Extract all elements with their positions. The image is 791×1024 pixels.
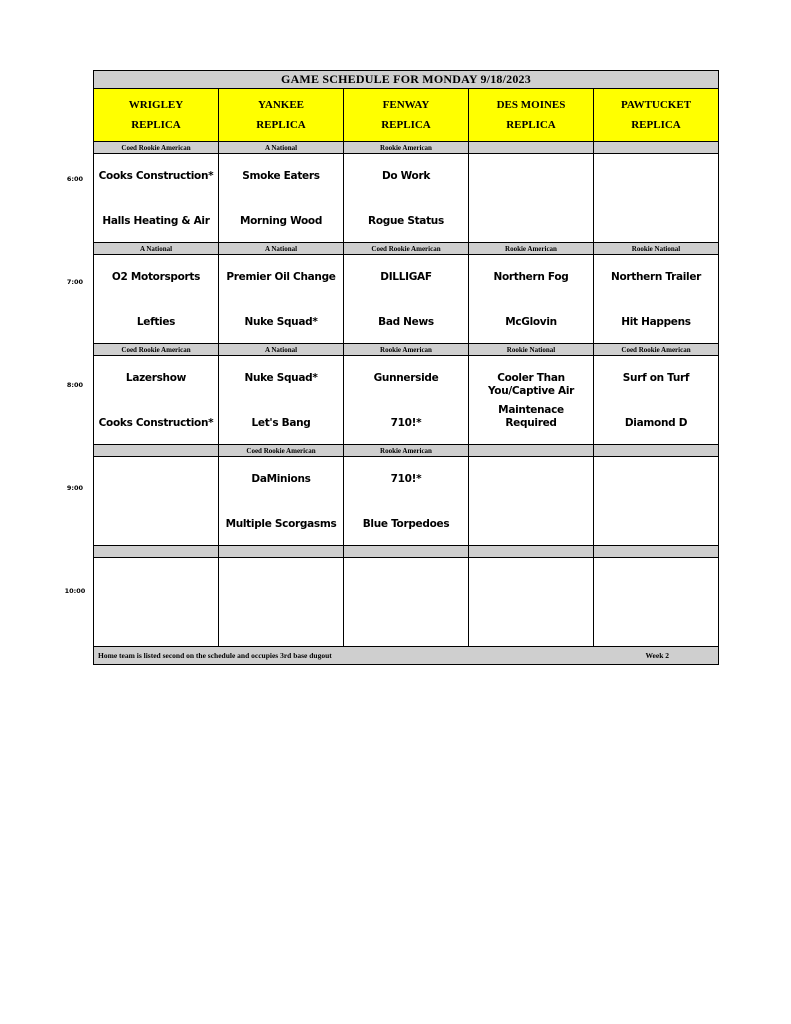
division-label: Coed Rookie American <box>94 344 219 356</box>
division-row <box>94 344 719 356</box>
game-cell <box>219 558 344 647</box>
game-cell <box>94 356 219 445</box>
home-team: 710!* <box>390 417 422 429</box>
division-row <box>94 445 719 457</box>
away-team: Cooler Than You/Captive Air <box>487 372 575 397</box>
footer-row <box>94 647 719 665</box>
division-label: Coed Rookie American <box>219 445 344 457</box>
field-name: PAWTUCKET <box>620 99 692 111</box>
division-label <box>219 546 344 558</box>
game-cell <box>594 255 719 344</box>
division-label: Rookie National <box>594 243 719 255</box>
game-cell <box>594 457 719 546</box>
home-team: Let's Bang <box>251 417 311 429</box>
field-name: YANKEE <box>257 99 305 111</box>
away-team: DaMinions <box>251 473 311 485</box>
field-wrigley <box>94 89 219 142</box>
game-cell <box>344 154 469 243</box>
away-team: Cooks Construction* <box>98 170 214 182</box>
home-team: Hit Happens <box>621 316 691 328</box>
division-label: Rookie American <box>344 142 469 154</box>
game-cell <box>94 255 219 344</box>
home-team: Blue Torpedoes <box>362 518 450 530</box>
week-label: Week 2 <box>645 651 669 660</box>
home-team: Lefties <box>136 316 176 328</box>
division-label: A National <box>219 243 344 255</box>
division-label <box>469 445 594 457</box>
game-cell <box>469 255 594 344</box>
game-row <box>94 154 719 243</box>
home-team: Maintenace Required <box>498 404 564 429</box>
game-cell <box>469 558 594 647</box>
field-sub: REPLICA <box>131 119 181 131</box>
home-team: Nuke Squad* <box>244 316 318 328</box>
home-team: Cooks Construction* <box>98 417 214 429</box>
footer-cell <box>94 647 719 665</box>
away-team: 710!* <box>390 473 422 485</box>
game-cell <box>344 457 469 546</box>
game-cell <box>469 457 594 546</box>
home-team: Halls Heating & Air <box>102 215 210 227</box>
schedule-table <box>93 70 719 665</box>
division-label <box>94 445 219 457</box>
game-cell <box>344 558 469 647</box>
game-cell <box>94 558 219 647</box>
away-team: DILLIGAF <box>380 271 432 283</box>
game-row <box>94 558 719 647</box>
division-label: Rookie American <box>344 445 469 457</box>
game-cell <box>594 154 719 243</box>
away-team: O2 Motorsports <box>111 271 201 283</box>
division-label <box>94 546 219 558</box>
field-sub: REPLICA <box>506 119 556 131</box>
schedule-title: GAME SCHEDULE FOR MONDAY 9/18/2023 <box>94 71 719 89</box>
division-label <box>594 546 719 558</box>
division-label: Coed Rookie American <box>594 344 719 356</box>
game-cell <box>344 356 469 445</box>
away-team: Smoke Eaters <box>242 170 320 182</box>
division-label <box>344 546 469 558</box>
home-team: Rogue Status <box>368 215 444 227</box>
division-row <box>94 142 719 154</box>
home-team: Diamond D <box>624 417 688 429</box>
field-name: DES MOINES <box>496 99 566 111</box>
game-cell <box>469 356 594 445</box>
away-team: Do Work <box>381 170 431 182</box>
division-label: Coed Rookie American <box>94 142 219 154</box>
division-label: A National <box>219 344 344 356</box>
away-team: Northern Fog <box>493 271 569 283</box>
home-team: McGlovin <box>505 316 557 328</box>
time-slot-label: 10:00 <box>64 587 86 595</box>
field-yankee <box>219 89 344 142</box>
division-label: Rookie American <box>469 243 594 255</box>
game-cell <box>344 255 469 344</box>
division-label <box>594 142 719 154</box>
game-cell <box>469 154 594 243</box>
division-label: Rookie National <box>469 344 594 356</box>
division-label: A National <box>94 243 219 255</box>
field-fenway <box>344 89 469 142</box>
field-des-moines <box>469 89 594 142</box>
away-team: Nuke Squad* <box>244 372 318 384</box>
game-cell <box>594 558 719 647</box>
field-name: FENWAY <box>382 99 430 111</box>
field-name: WRIGLEY <box>128 99 184 111</box>
away-team: Gunnerside <box>373 372 439 384</box>
division-row <box>94 546 719 558</box>
title-row <box>94 71 719 89</box>
time-slot-label: 9:00 <box>66 484 84 492</box>
division-label <box>594 445 719 457</box>
time-slot-label: 7:00 <box>66 278 84 286</box>
footer-note: Home team is listed second on the schedule and occupies 3rd base dugout <box>98 651 332 660</box>
division-row <box>94 243 719 255</box>
division-label: Coed Rookie American <box>344 243 469 255</box>
game-cell <box>94 457 219 546</box>
division-label <box>469 142 594 154</box>
game-row <box>94 356 719 445</box>
away-team: Surf on Turf <box>622 372 690 384</box>
game-cell <box>594 356 719 445</box>
home-team: Multiple Scorgasms <box>225 518 337 530</box>
division-label: A National <box>219 142 344 154</box>
time-slot-label: 6:00 <box>66 175 84 183</box>
game-cell <box>219 457 344 546</box>
game-cell <box>219 255 344 344</box>
schedule-sheet <box>93 70 719 665</box>
game-row <box>94 255 719 344</box>
game-cell <box>219 154 344 243</box>
away-team: Premier Oil Change <box>226 271 336 283</box>
field-sub: REPLICA <box>256 119 306 131</box>
game-cell <box>219 356 344 445</box>
field-header-row <box>94 89 719 142</box>
game-cell <box>94 154 219 243</box>
home-team: Morning Wood <box>239 215 323 227</box>
time-slot-label: 8:00 <box>66 381 84 389</box>
division-label: Rookie American <box>344 344 469 356</box>
home-team: Bad News <box>378 316 434 328</box>
away-team: Lazershow <box>125 372 187 384</box>
field-pawtucket <box>594 89 719 142</box>
game-row <box>94 457 719 546</box>
away-team: Northern Trailer <box>610 271 702 283</box>
field-sub: REPLICA <box>381 119 431 131</box>
division-label <box>469 546 594 558</box>
field-sub: REPLICA <box>631 119 681 131</box>
